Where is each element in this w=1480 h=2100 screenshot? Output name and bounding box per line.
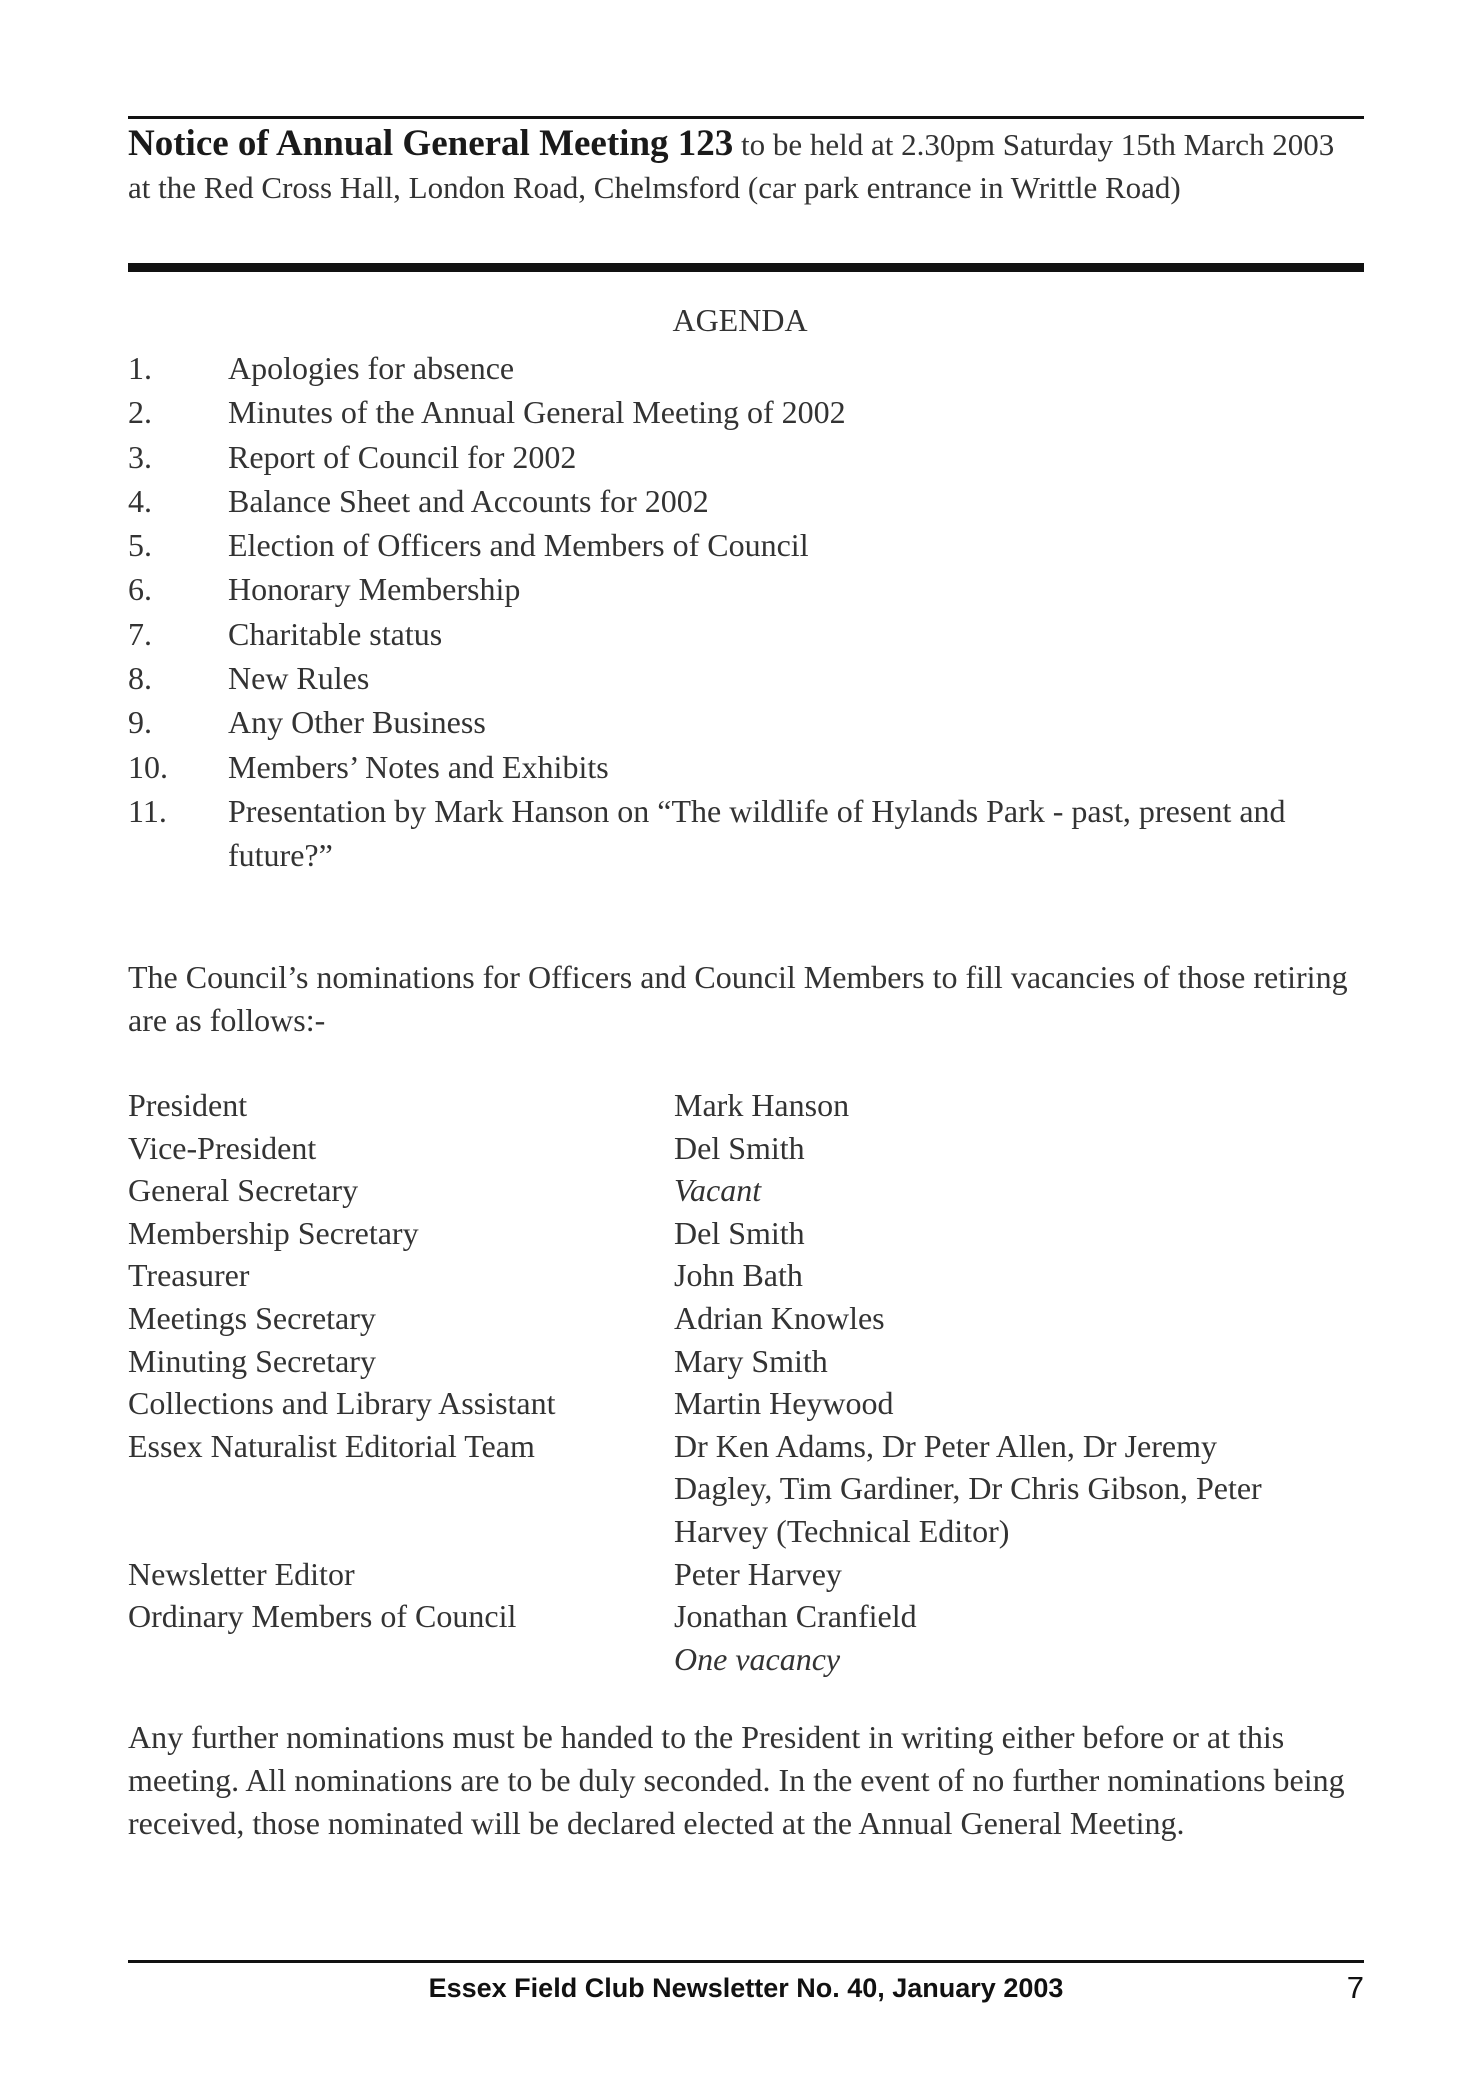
nominee	[674, 1297, 1368, 1340]
agenda-item-text: Members’ Notes and Exhibits	[228, 748, 609, 785]
notice-divider	[128, 263, 1364, 272]
agenda-item-text: Any Other Business	[228, 704, 486, 741]
nomination-row	[128, 1254, 1368, 1297]
office-name: General Secretary	[128, 1172, 359, 1209]
nomination-row	[128, 1297, 1368, 1340]
nominee	[674, 1553, 1368, 1596]
agenda-item-text: New Rules	[228, 660, 370, 697]
agenda-item	[128, 523, 1368, 567]
footer-rule	[128, 1960, 1364, 1963]
agenda-item-number: 8.	[128, 660, 152, 697]
nomination-row	[128, 1084, 1368, 1127]
agenda-item-number: 10.	[128, 748, 168, 785]
nominee	[674, 1212, 1368, 1255]
agenda-item	[128, 612, 1368, 656]
office-name: Minuting Secretary	[128, 1342, 376, 1379]
nominee	[674, 1638, 1368, 1681]
agenda-item-text: Minutes of the Annual General Meeting of 2002	[228, 394, 846, 431]
nominee-line: One vacancy	[674, 1640, 841, 1677]
agenda-item-number: 6.	[128, 571, 152, 608]
office-name: Membership Secretary	[128, 1214, 419, 1251]
nominations-table	[128, 1084, 1368, 1680]
nomination-row	[128, 1425, 1368, 1553]
agenda-item-number: 1.	[128, 350, 152, 386]
nomination-row	[128, 1638, 1368, 1681]
nominee	[674, 1425, 1368, 1553]
nominee-line: Dr Ken Adams, Dr Peter Allen, Dr Jeremy	[674, 1427, 1217, 1464]
agenda-item-text: Charitable status	[228, 615, 443, 652]
nominee	[674, 1127, 1368, 1170]
agenda-item-number: 7.	[128, 615, 152, 652]
office-name: Ordinary Members of Council	[128, 1598, 517, 1635]
agenda-item	[128, 567, 1368, 611]
nominee-line: Harvey (Technical Editor)	[674, 1512, 1010, 1549]
nomination-row	[128, 1553, 1368, 1596]
office-name: Collections and Library Assistant	[128, 1385, 556, 1422]
nominee-line: John Bath	[674, 1257, 803, 1294]
notice-title: Notice of Annual General Meeting 123	[128, 123, 734, 164]
nomination-row	[128, 1595, 1368, 1638]
closing-paragraph: Any further nominations must be handed to the President in writing either before or at this meeting. All nominations are to be duly seconded. In the event of no further nominations being received, those nominated will be declared elected at the Annual General Meeting.	[128, 1719, 1345, 1841]
nominee-line: Martin Heywood	[674, 1385, 894, 1422]
agenda-item-text: Apologies for absence	[228, 350, 515, 386]
nominee	[674, 1254, 1368, 1297]
agenda-item-number: 3.	[128, 438, 152, 475]
nominee	[674, 1169, 1368, 1212]
agenda-item-number: 5.	[128, 527, 152, 564]
nomination-row	[128, 1169, 1368, 1212]
agenda-item-text: Honorary Membership	[228, 571, 521, 608]
nominee-line: Peter Harvey	[674, 1555, 842, 1592]
office-name: President	[128, 1087, 248, 1123]
agenda-item-text: Election of Officers and Members of Council	[228, 527, 809, 564]
office-name: Meetings Secretary	[128, 1299, 376, 1336]
agenda-item-text: Balance Sheet and Accounts for 2002	[228, 482, 709, 519]
nominee	[674, 1382, 1368, 1425]
office-name: Essex Naturalist Editorial Team	[128, 1427, 535, 1464]
agenda-item	[128, 390, 1368, 434]
agenda-item	[128, 789, 1368, 878]
office-name	[128, 1638, 674, 1681]
nomination-row	[128, 1212, 1368, 1255]
agenda-item-number: 4.	[128, 482, 152, 519]
page-footer	[128, 1968, 1364, 2008]
agenda-item-number: 9.	[128, 704, 152, 741]
nominee	[674, 1595, 1368, 1638]
footer-title: Essex Field Club Newsletter No. 40, January 2003	[428, 1973, 1064, 2003]
nominee-line: Jonathan Cranfield	[674, 1598, 917, 1635]
agenda-heading: AGENDA	[672, 302, 808, 338]
nomination-row	[128, 1340, 1368, 1383]
office-name: Newsletter Editor	[128, 1555, 355, 1592]
office-name: Vice-President	[128, 1129, 317, 1166]
agenda-item-text: Report of Council for 2002	[228, 438, 577, 475]
page-number: 7	[1346, 1970, 1364, 2005]
agenda-item-number: 2.	[128, 394, 152, 431]
nominee-line: Mary Smith	[674, 1342, 828, 1379]
nominee-line: Dagley, Tim Gardiner, Dr Chris Gibson, Peter	[674, 1470, 1262, 1507]
top-rule	[128, 116, 1364, 119]
nomination-row	[128, 1127, 1368, 1170]
agenda-item	[128, 479, 1368, 523]
nominations-intro: The Council’s nominations for Officers and Council Members to fill vacancies of those retiring are as follows:-	[128, 959, 1348, 1038]
agenda-item	[128, 745, 1368, 789]
notice-details: to be held at 2.30pm Saturday 15th March 2003 at the Red Cross Hall, London Road, Chelmsford (car park entrance in Writtle Road)	[128, 127, 1335, 205]
agenda-list	[128, 346, 1368, 878]
meeting-notice	[128, 122, 1364, 209]
nominee-line: Mark Hanson	[674, 1087, 850, 1123]
agenda-item	[128, 700, 1368, 744]
nominee-line: Vacant	[674, 1172, 762, 1209]
nominee	[674, 1084, 1368, 1127]
agenda-item-number: 11.	[128, 792, 167, 829]
agenda-item	[128, 435, 1368, 479]
office-name: Treasurer	[128, 1257, 250, 1294]
nominee-line: Adrian Knowles	[674, 1299, 885, 1336]
agenda-item	[128, 656, 1368, 700]
nominee-line: Del Smith	[674, 1214, 805, 1251]
nominee	[674, 1340, 1368, 1383]
agenda-item	[128, 346, 1368, 390]
nomination-row	[128, 1382, 1368, 1425]
nominee-line: Del Smith	[674, 1129, 805, 1166]
agenda-item-text: Presentation by Mark Hanson on “The wildlife of Hylands Park - past, present and future?”	[228, 792, 1286, 874]
